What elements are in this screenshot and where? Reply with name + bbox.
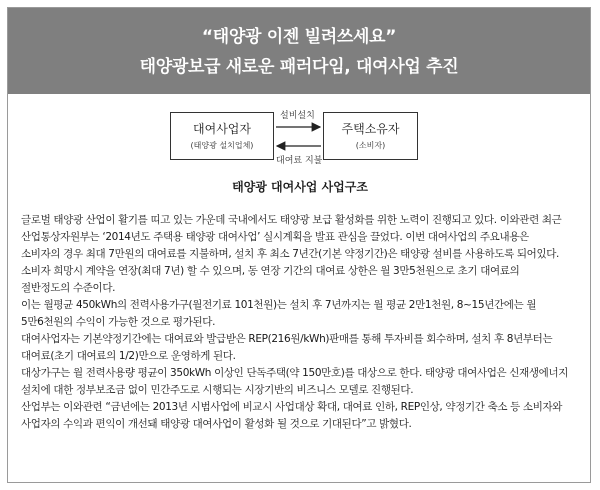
- install-arrow-label: 설비설치: [280, 111, 315, 121]
- paragraph: 이는 월평균 450kWh의 전력사용가구(월전기료 101천원)는 설치 후 7년까지는 월 평균 2만1천원, 8~15년간에는 월 5만6천원의 수익이 가능한 것으로 평가된다.: [21, 299, 537, 328]
- lender-sublabel: (태양광 설치업체): [190, 141, 254, 150]
- payment-arrow-label: 대여료 지불: [276, 156, 323, 166]
- paragraph: 산업부는 이와관련 “금년에는 2013년 시범사업에 비교시 사업대상 확대, 대여료 인하, REP인상, 약정기간 축소 등 소비자와 사업자의 수익과 편익이 개선돼 태양광 대여사업이 활성화 될 것으로 기대된다”고 밝혔다.: [21, 401, 563, 430]
- homeowner-sublabel: (소비자): [355, 141, 386, 150]
- paragraph: 대상가구는 월 전력사용량 평균이 350kWh 이상인 단독주택(약 150만호)를 대상으로 한다. 태양광 대여사업은 신재생에너지 설치에 대한 정부보조금 없이 민간주도로 시행되는 시장기반의 비즈니스 모델로 진행된다.: [21, 367, 569, 396]
- homeowner-box: [323, 112, 418, 160]
- article-body: [21, 212, 569, 433]
- diagram-caption: 태양광 대여사업 사업구조: [232, 180, 368, 194]
- headline: “태양광 이젠 빌려쓰세요”: [201, 27, 397, 47]
- paragraph: 대여사업자는 기본약정기간에는 대여료와 발급받은 REP(216원/kWh)판매를 통해 투자비를 회수하며, 설치 후 8년부터는 대여료(초기 대여료의 1/2)만으로 운영하게 된다.: [21, 333, 553, 362]
- homeowner-label: 주택소유자: [341, 122, 400, 136]
- subheadline: 태양광보급 새로운 패러다임, 대여사업 추진: [139, 57, 459, 77]
- lender-label: 대여사업자: [193, 122, 251, 136]
- lender-box: [170, 112, 274, 160]
- paragraph: 글로벌 태양광 산업이 활기를 띠고 있는 가운데 국내에서도 태양광 보급 활성화를 위한 노력이 진행되고 있다. 이와관련 최근 산업통상자원부는 ‘2014년도 주택용 태양광 대여사업’ 실시계획을 발표 관심을 끌었다. 이번 대여사업의 주요내용은 소비자의 경우 최대 7만원의 대여료를 지불하며, 설치 후 최소 7년간(기본 약정기간)은 태양광 설비를 사용하도록 되어있다. 소비자 희망시 계약을 연장(최대 7년) 할 수 있으며, 동 연장 기간의 대여료 상한은 월 3만5천원으로 초기 대여료의 절반정도의 수준이다.: [21, 214, 562, 294]
